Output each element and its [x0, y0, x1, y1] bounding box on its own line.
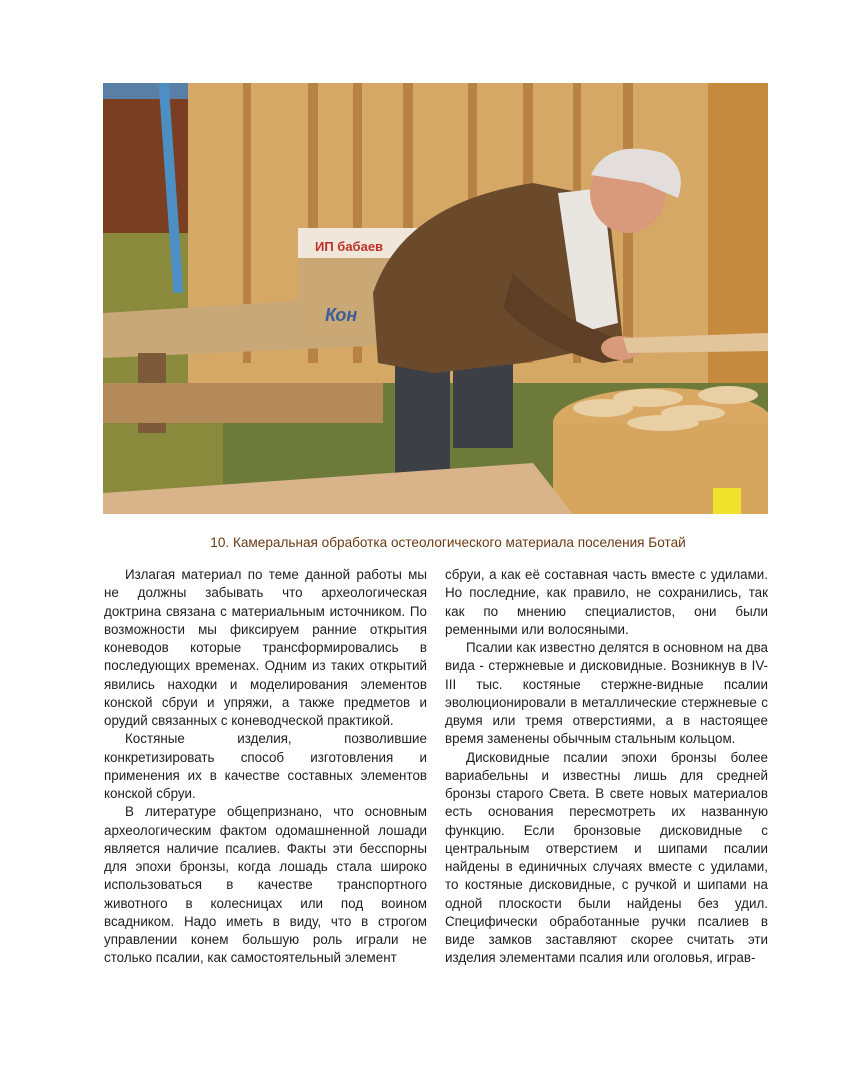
box-label-1: ИП бабаев — [315, 239, 384, 254]
paragraph: В литературе общепризнано, что основным археологическим фактом одомашненной лошади является наличие псалиев. Факты эти бесспорны для эпохи бронзы, когда лошадь стала широко использоваться в качестве транспортного животного в колесницах или под воином всадником. Надо иметь в виду, что в строгом управлении конем большую роль играли не столько псалии, как самостоятельный элемент — [104, 804, 427, 966]
box-label-2: Кон — [325, 305, 358, 325]
paragraph: Дисковидные псалии эпохи бронзы более вариабельны и известны лишь для средней бронзы старого Света. В свете новых материалов есть основания пересмотреть их названную функцию. Если бронзовые дисковидные с центральным отверстием и шипами псалии найдены в единичных случаях вместе с удилами, то костяные дисковидные, с ручкой и шипами на одной плоскости были найдены без удил. Специфически обработанные ручки псалиев в виде замков заставляют скорее считать эти изделия элементами псалия или оголовья, играв- — [445, 749, 768, 966]
paragraph: Костяные изделия, позволившие конкретизировать способ изготовления и применения их в качестве составных элементов конской сбруи. — [104, 731, 427, 801]
paragraph: Излагая материал по теме данной работы мы не должны забывать что археологическая доктрина связана с материальным источником. По возможности мы фиксируем ранние открытия коневодов которые трансформировались в последующих временах. Одним из таких открытий явились находки и моделирования элементов конской сбруи и упряжи, а также предметов и орудий связанных с коневодческой практикой. — [104, 567, 427, 728]
paragraph: Псалии как известно делятся в основном на два вида - стержневые и дисковидные. Возникнув в IV-III тыс. костяные стержне-видные псалии эволюционировали в металлические стержневые с двумя или тремя отверстиями, а в настоящее время заменены обычным стальным кольцом. — [445, 640, 768, 747]
left-text-column — [104, 566, 427, 968]
paragraph: сбруи, а как её составная часть вместе с удилами. Но последние, как правило, не сохранились, так как по мнению специалистов, они были ременными или волосяными. — [445, 567, 768, 637]
right-text-column — [445, 566, 768, 968]
figure-caption: 10. Камеральная обработка остеологического материала поселения Ботай — [210, 535, 686, 550]
illustration-photo — [103, 83, 768, 514]
